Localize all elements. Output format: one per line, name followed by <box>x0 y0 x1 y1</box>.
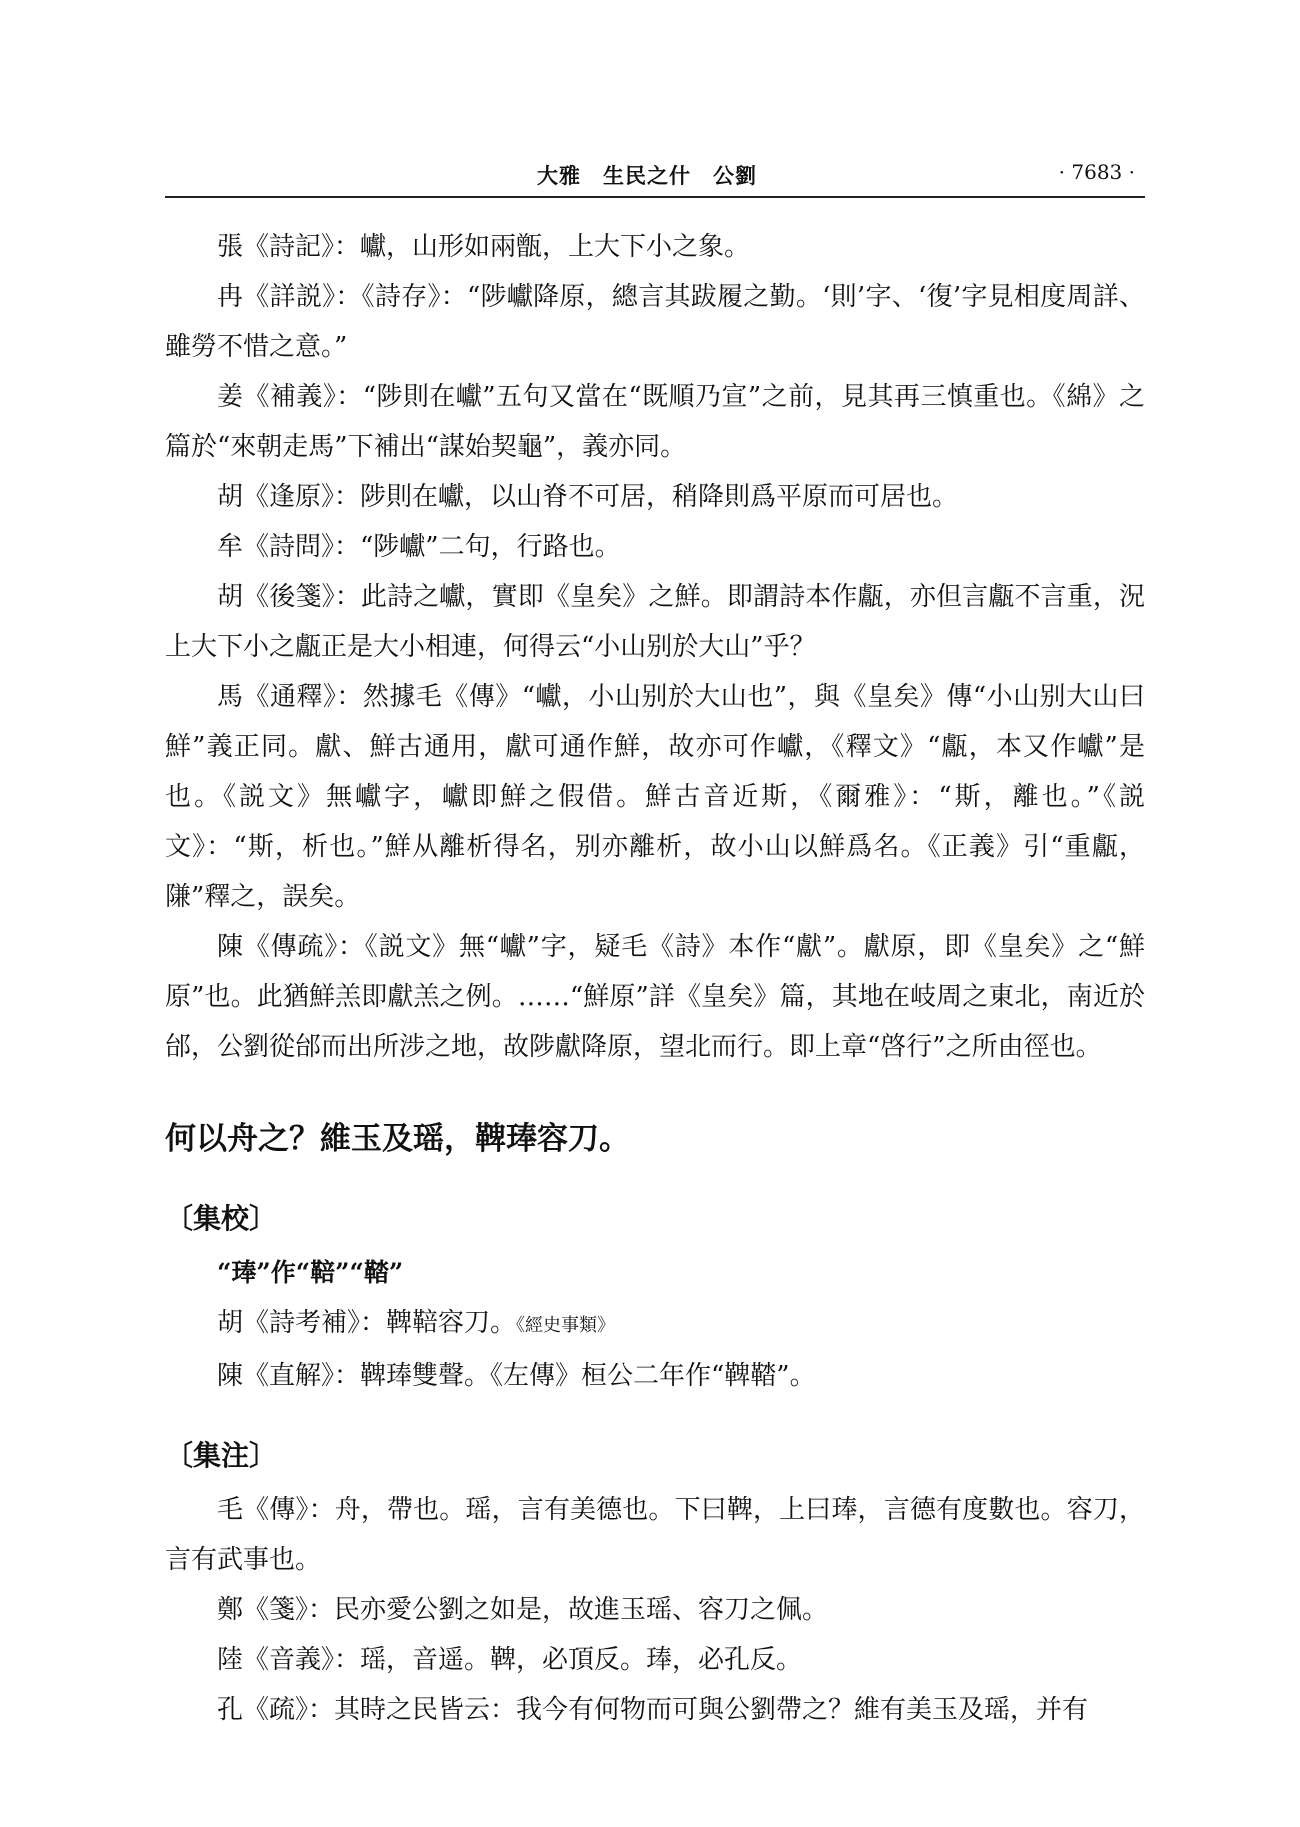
commentary-paragraph: 胡《逢原》：陟則在巘，以山脊不可居，稍降則爲平原而可居也。 <box>217 482 959 512</box>
jizhu-paragraph: 毛《傳》：舟，帶也。瑶，言有美德也。下曰鞞，上曰琫，言德有度數也。容刀，言有武事也。 <box>165 1495 1145 1575</box>
jijiao-line-text: 胡《詩考補》：鞞鞛容刀。 <box>217 1308 517 1338</box>
jizhu-paragraph: 孔《疏》：其時之民皆云：我今有何物而可與公劉帶之？維有美玉及瑶，并有 <box>217 1695 1089 1725</box>
variant-note: “琫”作“鞛”“鞜” <box>217 1258 404 1287</box>
jizhu-paragraph: 陸《音義》：瑶，音遥。鞞，必頂反。琫，必孔反。 <box>217 1645 803 1675</box>
jizhu-label: 〔集注〕 <box>165 1439 278 1472</box>
jijiao-label: 〔集校〕 <box>165 1202 278 1235</box>
page-body <box>165 222 1145 1735</box>
commentary-paragraph: 姜《補義》：“陟則在巘”五句又當在“既順乃宣”之前，見其再三慎重也。《綿》之篇於“來朝走馬”下補出“謀始契龜”，義亦同。 <box>165 382 1145 462</box>
jijiao-line <box>165 1351 1145 1401</box>
page-number: · 7683 · <box>1058 160 1135 184</box>
jizhu-paragraph: 鄭《箋》：民亦愛公劉之如是，故進玉瑶、容刀之佩。 <box>217 1595 829 1625</box>
commentary-paragraph: 陳《傳疏》：《説文》無“巘”字，疑毛《詩》本作“獻”。獻原，即《皇矣》之“鮮原”也。此猶鮮羔即獻羔之例。……“鮮原”詳《皇矣》篇，其地在岐周之東北，南近於邰，公劉從邰而出所涉之地，故陟獻降原，望北而行。即上章“啓行”之所由徑也。 <box>165 932 1145 1062</box>
commentary-paragraph: 馬《通釋》：然據毛《傳》“巘，小山别於大山也”，與《皇矣》傳“小山别大山曰鮮”義正同。獻、鮮古通用，獻可通作鮮，故亦可作巘，《釋文》“甗，本又作巘”是也。《説文》無巘字，巘即鮮之假借。鮮古音近斯，《爾雅》：“斯，離也。”《説文》：“斯，析也。”鮮从離析得名，别亦離析，故小山以鮮爲名。《正義》引“重甗，隒”釋之，誤矣。 <box>165 682 1145 912</box>
header-title: 大雅 生民之什 公劉 <box>537 163 757 188</box>
commentary-paragraph: 胡《後箋》：此詩之巘，實即《皇矣》之鮮。即謂詩本作甗，亦但言甗不言重，況上大下小之甗正是大小相連，何得云“小山别於大山”乎？ <box>165 582 1145 662</box>
jijiao-line-text: 陳《直解》：鞞琫雙聲。《左傳》桓公二年作“鞞鞜”。 <box>217 1361 816 1391</box>
commentary-paragraph: 冉《詳説》：《詩存》：“陟巘降原，總言其跋履之勤。‘則’字、‘復’字見相度周詳、雖勞不惜之意。” <box>165 282 1145 362</box>
header-rule <box>165 196 1145 198</box>
jijiao-line-source: 《經史事類》 <box>516 1315 616 1336</box>
commentary-paragraph: 張《詩記》：巘，山形如兩甑，上大下小之象。 <box>217 232 751 262</box>
commentary-paragraph: 牟《詩問》：“陟巘”二句，行路也。 <box>217 532 621 562</box>
jijiao-line <box>165 1298 1145 1351</box>
verse-heading: 何以舟之？維玉及瑶，鞞琫容刀。 <box>165 1121 630 1157</box>
running-header <box>165 160 1145 194</box>
